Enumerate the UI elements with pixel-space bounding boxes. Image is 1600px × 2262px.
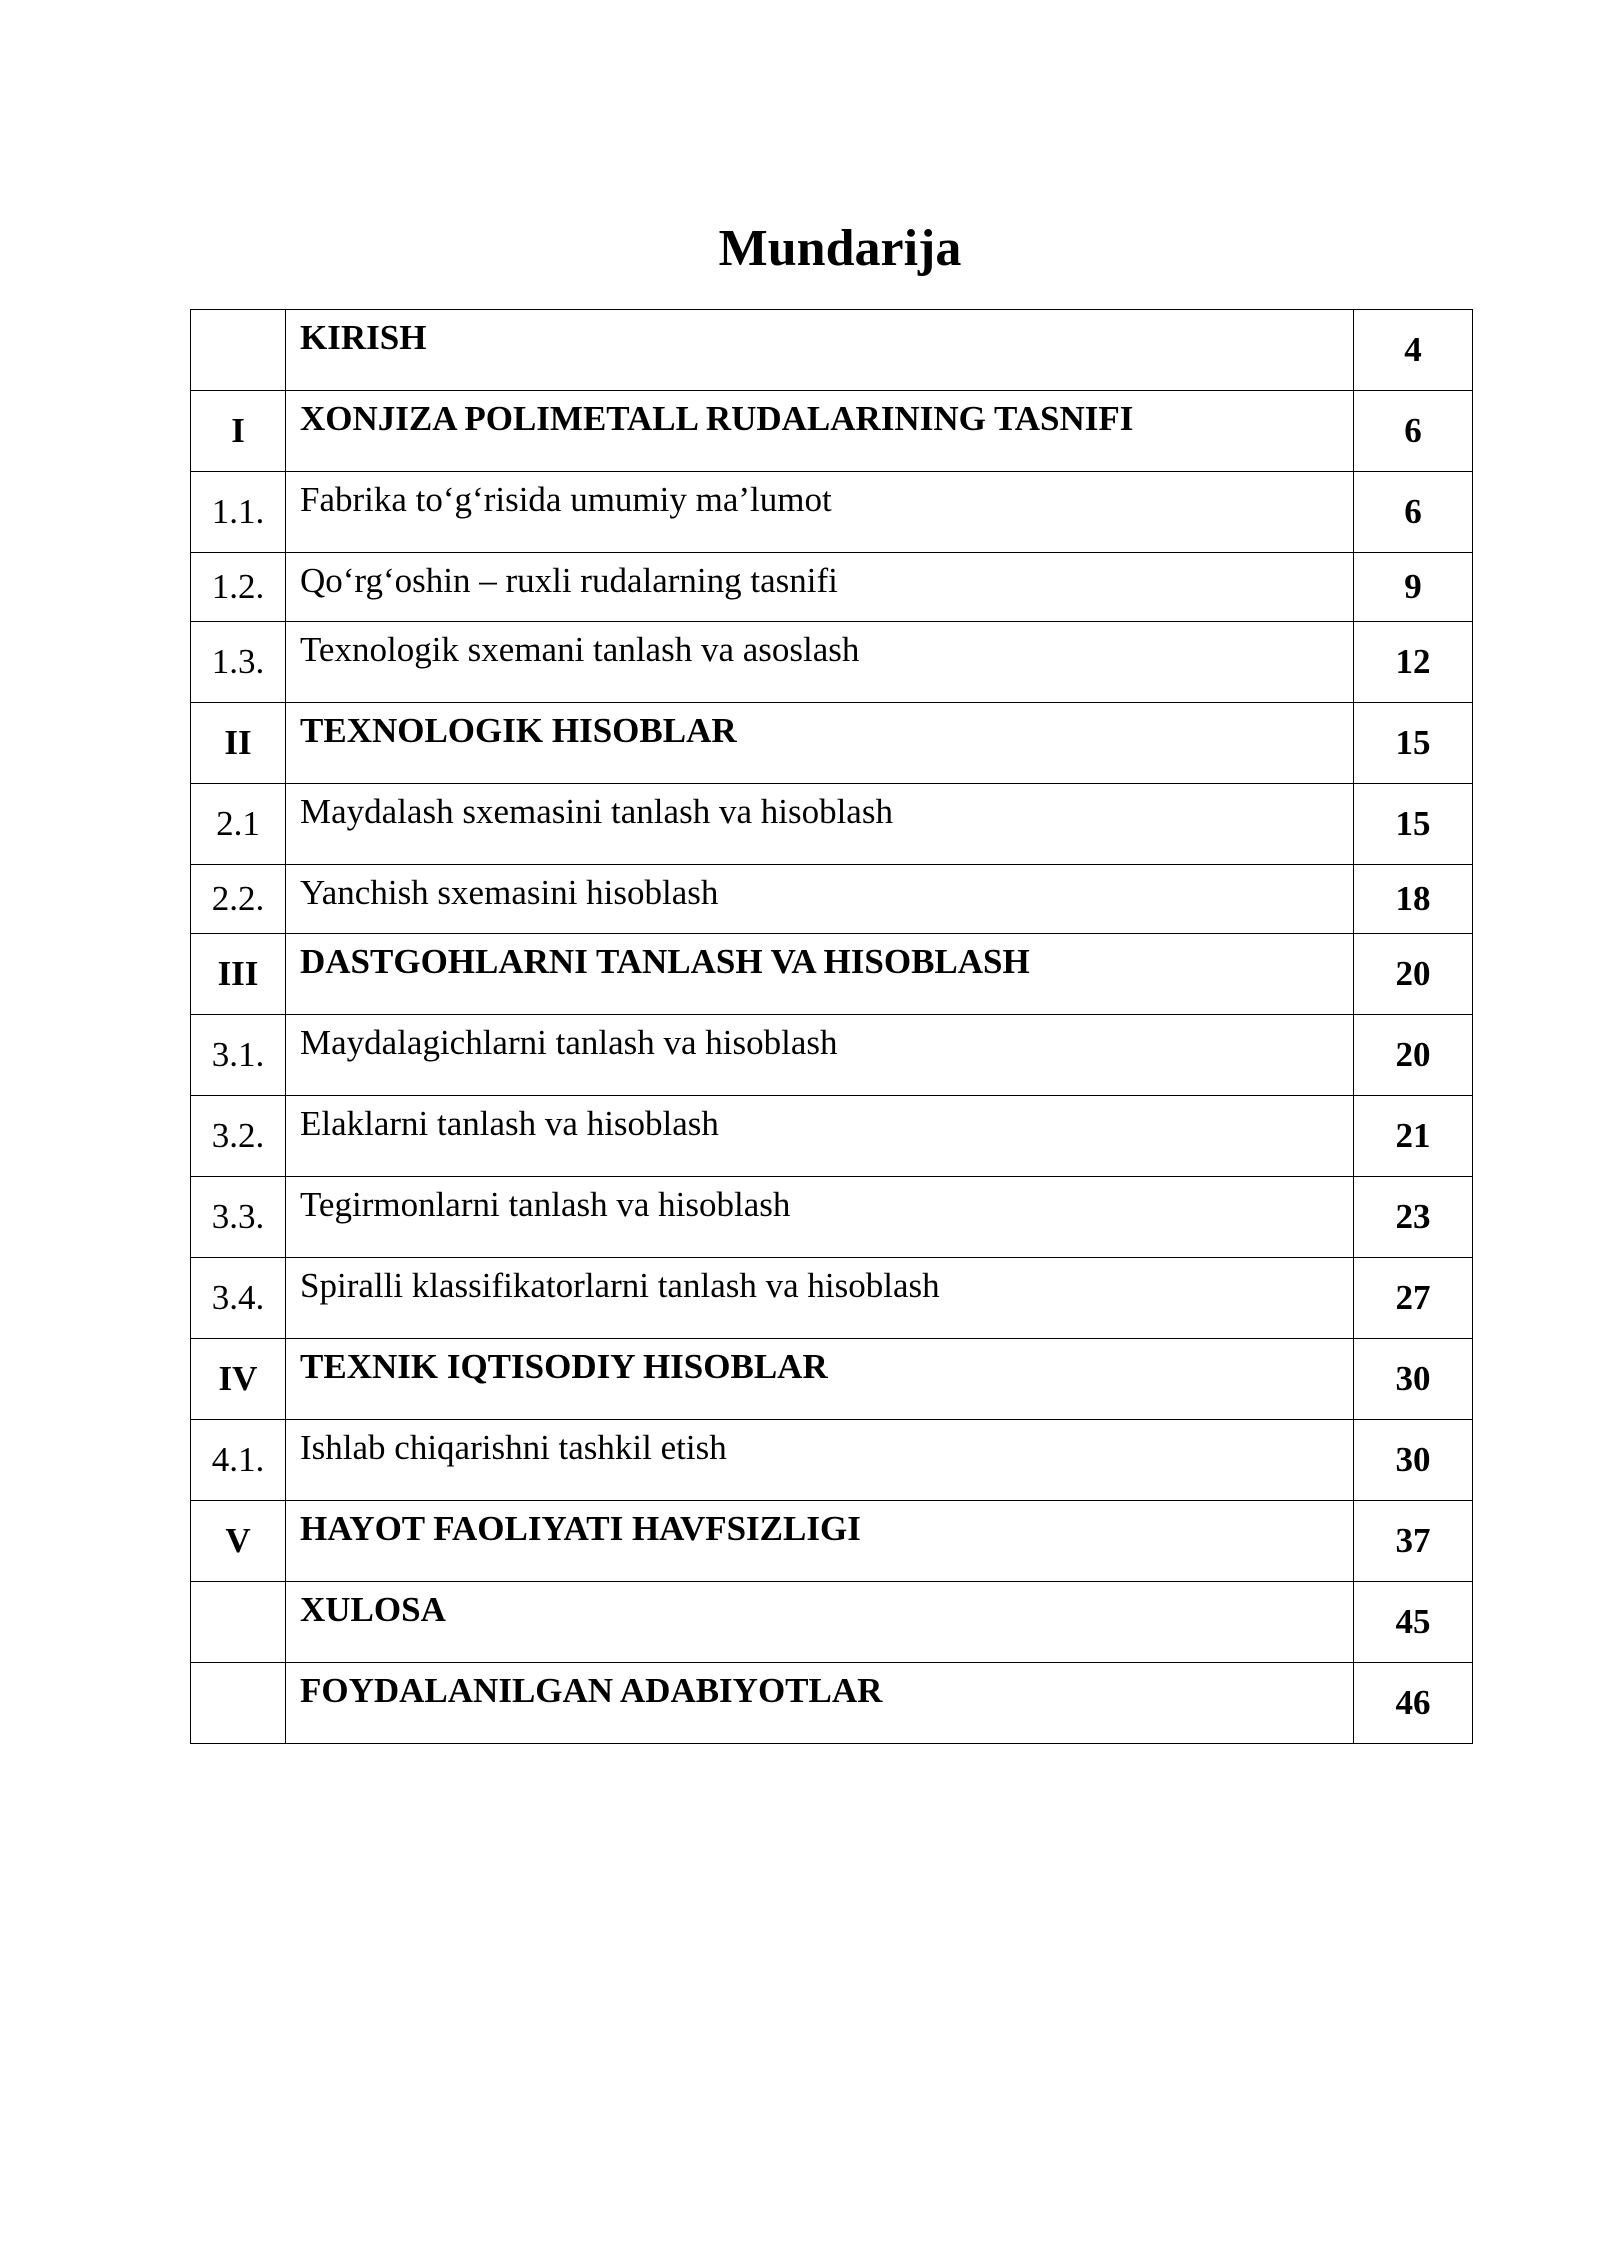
toc-section-number: 1.3.: [191, 622, 286, 703]
page-title: Mundarija: [718, 220, 962, 277]
toc-page-number: 9: [1354, 553, 1473, 622]
toc-row: [191, 622, 1473, 703]
toc-row: [191, 1096, 1473, 1177]
toc-row: [191, 1258, 1473, 1339]
toc-section-title: Qo‘rg‘oshin – ruxli rudalarning tasnifi: [286, 553, 1354, 622]
toc-page-number: 18: [1354, 865, 1473, 934]
toc-row: [191, 1177, 1473, 1258]
toc-page-number: 6: [1354, 391, 1473, 472]
toc-page-number: 21: [1354, 1096, 1473, 1177]
toc-page-number: 15: [1354, 703, 1473, 784]
toc-page-number: 37: [1354, 1501, 1473, 1582]
toc-section-number: [191, 1663, 286, 1744]
toc-section-title: Maydalash sxemasini tanlash va hisoblash: [286, 784, 1354, 865]
toc-page-number: 20: [1354, 1015, 1473, 1096]
toc-page-number: 4: [1354, 310, 1473, 391]
toc-section-title: KIRISH: [286, 310, 1354, 391]
toc-page-number: 6: [1354, 472, 1473, 553]
toc-row: [191, 1420, 1473, 1501]
toc-row: [191, 1582, 1473, 1663]
toc-section-title: Texnologik sxemani tanlash va asoslash: [286, 622, 1354, 703]
toc-section-number: 3.3.: [191, 1177, 286, 1258]
toc-section-title: Tegirmonlarni tanlash va hisoblash: [286, 1177, 1354, 1258]
toc-section-title: Elaklarni tanlash va hisoblash: [286, 1096, 1354, 1177]
toc-row: [191, 934, 1473, 1015]
toc-page-number: 30: [1354, 1420, 1473, 1501]
toc-section-number: 3.2.: [191, 1096, 286, 1177]
toc-row: [191, 865, 1473, 934]
toc-section-number: 4.1.: [191, 1420, 286, 1501]
toc-section-number: 3.4.: [191, 1258, 286, 1339]
toc-row: [191, 1339, 1473, 1420]
toc-body: [191, 310, 1473, 1744]
toc-section-number: [191, 310, 286, 391]
toc-row: [191, 310, 1473, 391]
toc-page-number: 23: [1354, 1177, 1473, 1258]
toc-row: [191, 391, 1473, 472]
toc-section-number: 2.1: [191, 784, 286, 865]
toc-section-number: 2.2.: [191, 865, 286, 934]
toc-section-title: Yanchish sxemasini hisoblash: [286, 865, 1354, 934]
toc-section-number: II: [191, 703, 286, 784]
toc-section-number: 1.2.: [191, 553, 286, 622]
toc-row: [191, 703, 1473, 784]
table-of-contents: [190, 309, 1473, 1744]
toc-section-title: HAYOT FAOLIYATI HAVFSIZLIGI: [286, 1501, 1354, 1582]
toc-section-title: Fabrika to‘g‘risida umumiy ma’lumot: [286, 472, 1354, 553]
toc-page-number: 15: [1354, 784, 1473, 865]
toc-row: [191, 1501, 1473, 1582]
toc-section-number: III: [191, 934, 286, 1015]
toc-row: [191, 1015, 1473, 1096]
toc-section-number: I: [191, 391, 286, 472]
toc-page-number: 30: [1354, 1339, 1473, 1420]
toc-section-title: Maydalagichlarni tanlash va hisoblash: [286, 1015, 1354, 1096]
toc-row: [191, 553, 1473, 622]
toc-section-number: 3.1.: [191, 1015, 286, 1096]
toc-section-title: XULOSA: [286, 1582, 1354, 1663]
toc-section-number: [191, 1582, 286, 1663]
toc-section-title: FOYDALANILGAN ADABIYOTLAR: [286, 1663, 1354, 1744]
toc-row: [191, 784, 1473, 865]
toc-section-title: Spiralli klassifikatorlarni tanlash va hisoblash: [286, 1258, 1354, 1339]
toc-row: [191, 1663, 1473, 1744]
toc-section-title: TEXNIK IQTISODIY HISOBLAR: [286, 1339, 1354, 1420]
toc-section-number: 1.1.: [191, 472, 286, 553]
toc-section-number: IV: [191, 1339, 286, 1420]
toc-section-title: DASTGOHLARNI TANLASH VA HISOBLASH: [286, 934, 1354, 1015]
toc-section-number: V: [191, 1501, 286, 1582]
toc-page-number: 46: [1354, 1663, 1473, 1744]
toc-page-number: 27: [1354, 1258, 1473, 1339]
toc-section-title: TEXNOLOGIK HISOBLAR: [286, 703, 1354, 784]
toc-section-title: XONJIZA POLIMETALL RUDALARINING TASNIFI: [286, 391, 1354, 472]
toc-page-number: 45: [1354, 1582, 1473, 1663]
toc-row: [191, 472, 1473, 553]
toc-page-number: 20: [1354, 934, 1473, 1015]
toc-section-title: Ishlab chiqarishni tashkil etish: [286, 1420, 1354, 1501]
toc-page-number: 12: [1354, 622, 1473, 703]
